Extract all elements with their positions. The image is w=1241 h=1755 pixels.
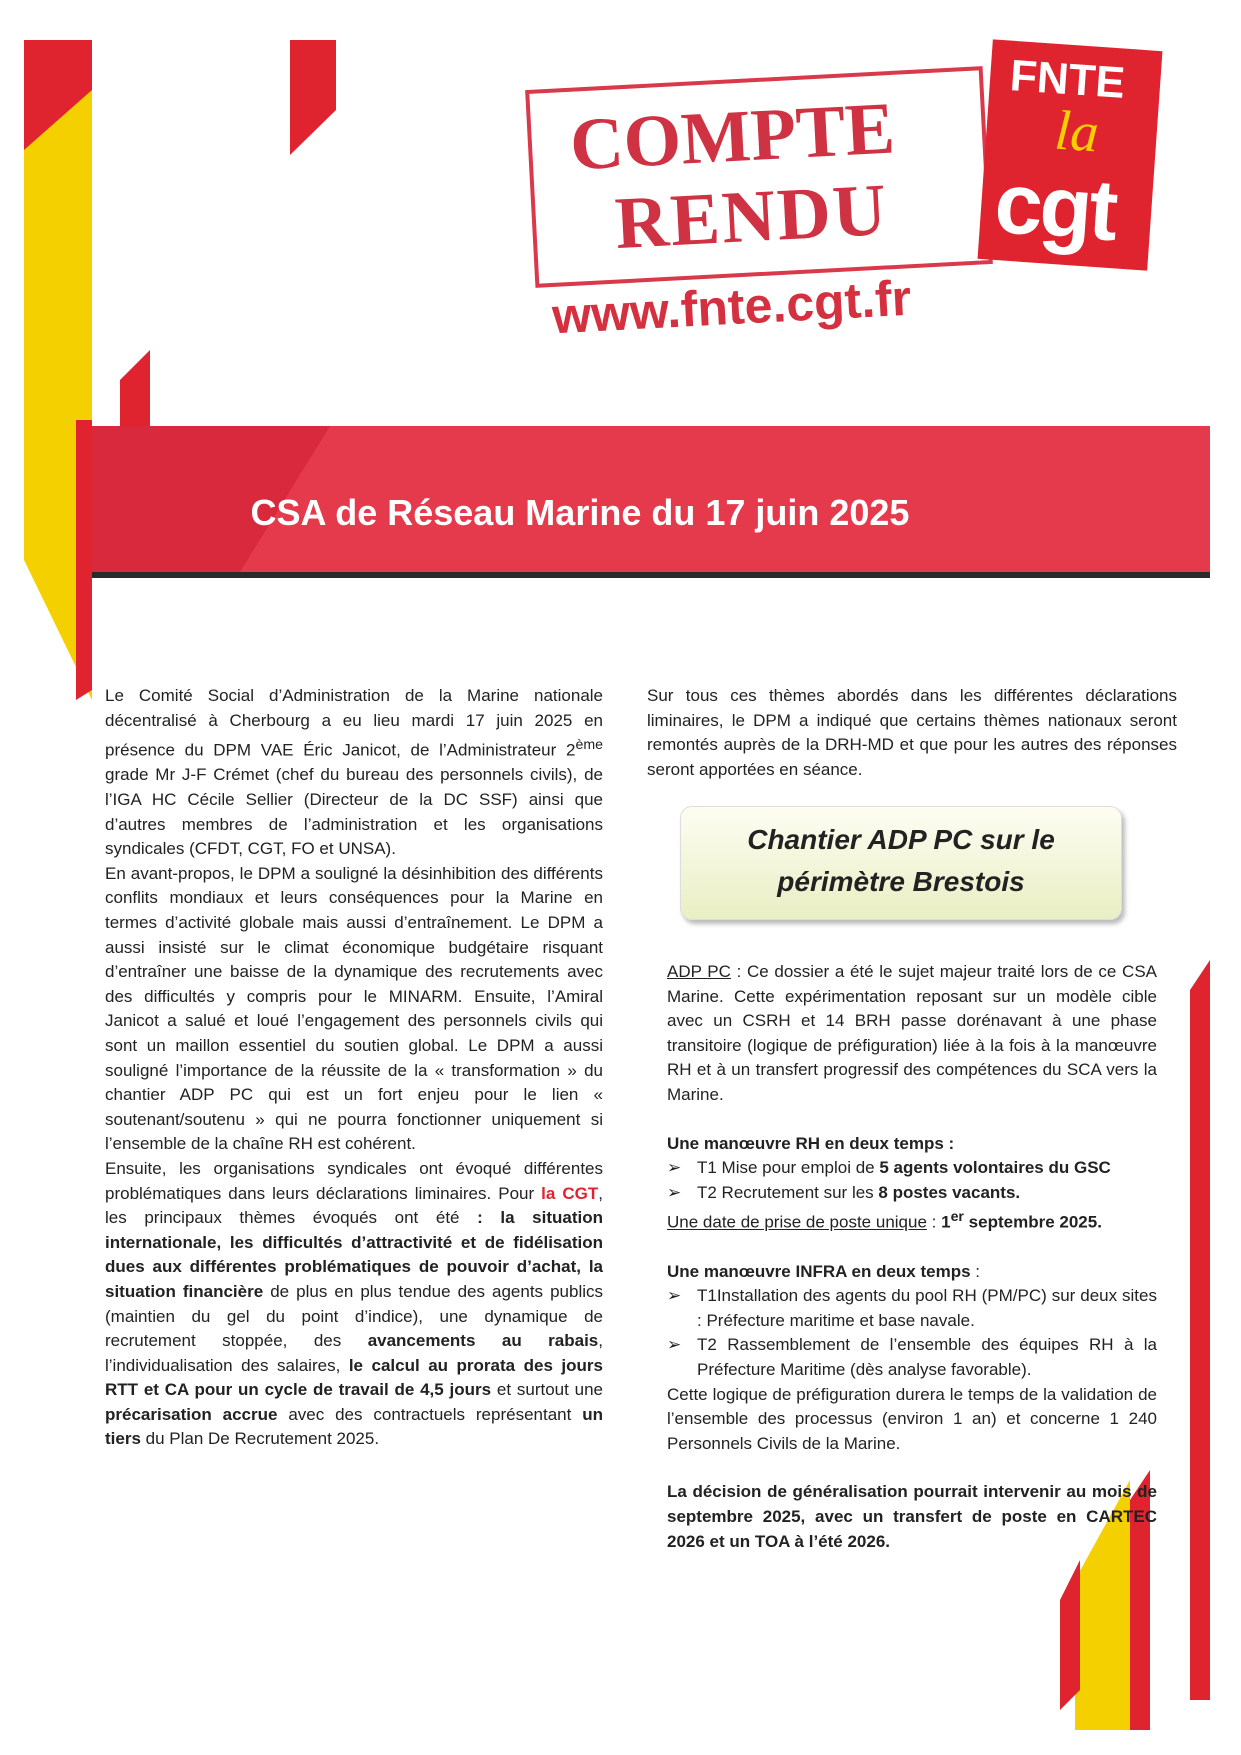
bold-text: Une manœuvre INFRA en deux temps (667, 1261, 971, 1281)
logo-fnte: FNTE (1008, 51, 1127, 108)
conclusion: La décision de généralisation pourrait intervenir au mois de septembre 2025, avec un transfert de poste en CARTEC 2026 et un TOA à l’été 2026. (667, 1482, 1157, 1551)
logo-la: la (1052, 99, 1101, 165)
stamp-compte: COMPTE (568, 87, 897, 187)
bold-text: 5 agents volontaires du GSC (879, 1158, 1111, 1178)
adp-paragraph (667, 960, 1157, 1108)
red-slash-top (290, 40, 336, 155)
date-line (667, 1205, 1157, 1235)
text: Ensuite, les organisations syndicales ont évoqué différentes problématiques dans leurs déclarations liminaires. Pour (105, 1158, 603, 1203)
red-left-strip (76, 420, 92, 700)
logo-cgt: cgt (991, 154, 1119, 260)
section-callout (680, 806, 1122, 920)
bold-text: : la situation internationale, les difficultés d’attractivité et de fidélisation dues aux différentes problématiques de pouvoir d’achat, la situation financière (105, 1208, 603, 1301)
red-right-strip (1190, 960, 1210, 1700)
infra-heading (667, 1260, 1157, 1285)
right-column-body (667, 960, 1157, 1554)
website-url: www.fnte.cgt.fr (550, 269, 913, 345)
right-column-intro (647, 684, 1177, 782)
intro-paragraph (105, 684, 603, 862)
text: : Ce dossier a été le sujet majeur traité lors de ce CSA Marine. Cette expérimentation reposant sur un modèle cible avec un CSRH et 14 BRH passe dorénavant à une phase transitoire (logique de préfiguration) liée à la fois à la manœuvre RH et à un transfert progressif des compétences du SCA vers la Marine. (667, 962, 1157, 1104)
text: du Plan De Recrutement 2025. (140, 1429, 380, 1449)
dpm-paragraph: En avant-propos, le DPM a souligné la désinhibition des différents conflits mondiaux et leurs conséquences pour la Marine en termes d’activité globale mais aussi d’entraînement. Le DPM a aussi insisté sur le climat économique budgétaire risquant d’entraîner une baisse de la dynamique des recrutements avec des difficultés y compris pour le MINARM. Ensuite, l’Amiral Janicot a salué et loué l’engagement des personnels civils qui sont un maillon essentiel du soutien global. Le DPM a aussi souligné l’importance de la réussite de la « transformation » du chantier ADP PC qui est un fort enjeu pour le lien « soutenant/soutenu » qui ne pourra fonctionner uniquement si l’ensemble de la chaîne RH est cohérent. (105, 863, 603, 1154)
date-label: Une date de prise de poste unique (667, 1213, 927, 1232)
text: T2 Recrutement sur les (697, 1182, 879, 1202)
text: : (970, 1261, 980, 1281)
stamp-rendu: RENDU (613, 168, 891, 266)
text: , les principaux thèmes évoqués ont été (105, 1183, 603, 1228)
bold-text: avancements au rabais (367, 1331, 599, 1351)
text: T1 Mise pour emploi de (697, 1158, 880, 1178)
rh-list (667, 1156, 1157, 1205)
cgt-highlight: la CGT (541, 1183, 599, 1203)
text: et surtout une (491, 1380, 603, 1400)
superscript: er (950, 1209, 964, 1226)
list-item: ➢ T2 Rassemblement de l’ensemble des équipes RH à la Préfecture Maritime (dès analyse favorable). (667, 1333, 1157, 1382)
bold-text: septembre 2025. (963, 1213, 1102, 1232)
superscript: ème (575, 737, 603, 754)
left-column (105, 684, 603, 1452)
text: grade Mr J-F Crémet (chef du bureau des personnels civils), de l’IGA HC Cécile Sellier (Directeur de la DC SSF) ainsi que d’autres membres de l’administration et les organisations syndicales (CFDT, CGT, FO et UNSA). (105, 765, 603, 859)
banner-underline (92, 572, 1210, 578)
text: Le Comité Social d’Administration de la Marine nationale décentralisé à Cherbourg a eu lieu mardi 17 juin 2025 en présence du DPM VAE Éric Janicot, de l’Administrateur 2 (105, 686, 603, 760)
text: de plus en plus tendue des agents publics (maintien du gel du point d’indice), une dynamique de recrutement stoppée, des (105, 1281, 603, 1351)
list-item (667, 1156, 1157, 1181)
adp-label: ADP PC (667, 962, 731, 981)
list-item: ➢ T1Installation des agents du pool RH (PM/PC) sur deux sites : Préfecture maritime et base navale. (667, 1284, 1157, 1333)
infra-after: Cette logique de préfiguration durera le temps de la validation de l’ensemble des processus (environ 1 an) et concerne 1 240 Personnels Civils de la Marine. (667, 1384, 1157, 1453)
callout-line: périmètre Brestois (777, 866, 1025, 897)
bold-text: précarisation accrue (105, 1404, 278, 1424)
text: : (926, 1213, 942, 1232)
bold-text: 1 (941, 1213, 951, 1232)
bold-text: 8 postes vacants. (878, 1182, 1021, 1202)
red-right-slash (1060, 1560, 1080, 1710)
callout-line: Chantier ADP PC sur le (747, 824, 1055, 855)
cgt-paragraph (105, 1157, 603, 1452)
bold-text: le calcul au prorata des jours RTT et CA pour un cycle de travail de 4,5 jours (105, 1355, 603, 1400)
rh-heading: Une manœuvre RH en deux temps : (667, 1133, 955, 1153)
list-item (667, 1181, 1157, 1206)
text: avec des contractuels représentant (277, 1404, 583, 1424)
intro-text: Sur tous ces thèmes abordés dans les différentes déclarations liminaires, le DPM a indiqué que certains thèmes nationaux seront remontés auprès de la DRH-MD et que pour les autres des réponses seront apportées en séance. (647, 686, 1177, 779)
bold-text: un tiers (105, 1404, 603, 1449)
infra-list (667, 1284, 1157, 1382)
text: , l’individualisation des salaires, (105, 1331, 603, 1375)
page-title: CSA de Réseau Marine du 17 juin 2025 (250, 492, 910, 533)
